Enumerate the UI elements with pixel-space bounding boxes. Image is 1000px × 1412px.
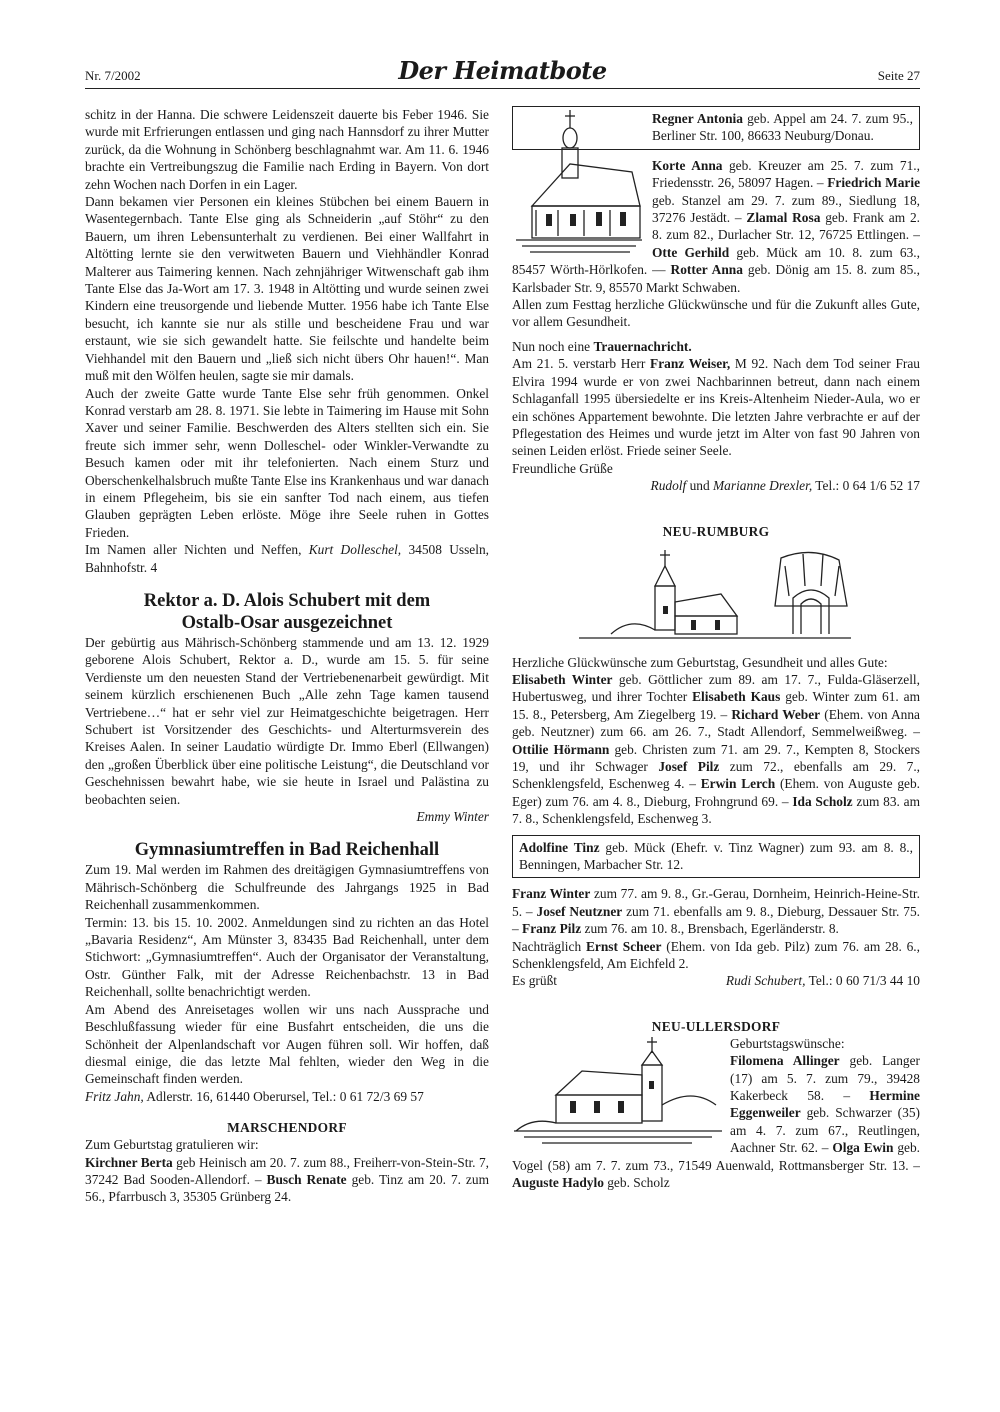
signature-name: Marianne Drexler, — [713, 478, 813, 494]
section-marschendorf: MARSCHENDORF — [227, 1120, 347, 1136]
greeting: Es grüßt — [512, 973, 558, 989]
signature-address: 34508 Usseln, Bahnhofstr. 4 — [85, 542, 489, 575]
signature-name: Fritz Jahn, — [85, 1088, 144, 1104]
person-name: Elisabeth Kaus — [692, 689, 781, 705]
obituary-intro — [512, 338, 920, 355]
late-birthday-prefix: Nachträglich — [512, 938, 586, 954]
person-name: Korte Anna — [652, 157, 723, 173]
birthday-list — [512, 671, 920, 828]
person-details: geb. Schwarzer (35) am 4. 7. zum 67., Reutlingen, Aachner Str. 62. – — [730, 1105, 920, 1156]
section-intro: Herzliche Glückwünsche zum Geburtstag, Gesundheit und alles Gute: — [512, 654, 888, 670]
signature-name: Rudolf — [650, 478, 687, 494]
signature-name: Kurt Dolleschel, — [308, 542, 402, 558]
section-neu-rumburg: NEU-RUMBURG — [662, 523, 770, 539]
person-name: Franz Winter — [512, 886, 591, 902]
person-name: Franz Weiser, — [650, 356, 731, 372]
person-name: Friedrich Marie — [827, 175, 920, 191]
obituary-details: M 92. Nach dem Tod seiner Frau Elvira 1994 wurde er von zwei Nachbarinnen betreut, dann nach einem Schlaganfall 1995 übersiedelte er ins Kreis-Altenheim Nieder-Aula, wo er ein schönes Appartement bewohnte. Die letzten Jahre verbrachte er auf der Pflegestation des Heimes und wurde jetzt im Alter von fast 90 Jahren von seinen Leiden erlöst. Friede seiner Seele. — [512, 356, 920, 459]
person-details: zum 72., ebenfalls am 29. 7., Schenklengsfeld, Eschenweg 4. – — [512, 758, 921, 792]
person-name: Ottilie Hörmann — [512, 741, 610, 757]
right-column — [512, 106, 920, 1192]
headline-line: Rektor a. D. Alois Schubert mit dem — [143, 590, 431, 611]
header-rule — [85, 88, 920, 89]
person-details: geb. Stanzel am 29. 7. zum 89., Siedlung 18, 37276 Jestädt. – — [652, 192, 920, 226]
person-details: geb. Dönig am 15. 8. zum 85., Karlsbader Str. 9, 85570 Markt Schwaben. — [512, 262, 920, 295]
article-paragraph: Dann bekamen vier Personen ein kleines Stübchen bei einem Bauern in Wasentegernbach. Tante Else ging als Schneiderin „auf Stöhr“ zu den Bauern, um ihren Lebensunterhalt zu verdienen. Bei einer Wallfahrt in Altötting lernte sie den verwitweten Bauern und Viehhändler Konrad Malterer aus Taimering kennen. Nach zehnjähriger Witwenschaft gab ihm Tante Else das Ja-Wort am 17. 3. 1948 in Altötting und wurde seinen zwei Kindern eine treusorgende und liebende Mutter. 1956 habe ich Tante Else besucht, ich kannte sie nur als stille und bescheidene Frau und war erstaunt, wie sie sich gewandelt hatte. Sie feilschte und handelte beim Viehhandel mit den Bauern und „ließ sich nicht übers Ohr hauen!“. Man muß mit den Wölfen heulen, sagte sie mir damals. — [85, 194, 489, 384]
ullersdorf-block — [512, 1035, 920, 1192]
person-details: geb. Winter zum 61. am 15. 8., Petersberg, Am Ziegelberg 19. – — [512, 689, 920, 722]
obituary-intro-text: Nun noch eine — [512, 338, 594, 354]
person-name: Josef Pilz — [658, 758, 720, 774]
page-header — [85, 56, 920, 88]
neu-ullersdorf-sketch-image — [512, 1035, 724, 1145]
issue-number: Nr. 7/2002 — [85, 68, 141, 83]
obituary-text — [512, 355, 920, 459]
obituary-prefix: Am 21. 5. verstarb Herr — [512, 356, 651, 372]
person-name: Elisabeth Winter — [512, 671, 613, 687]
highlight-box-tinz — [512, 835, 920, 879]
section-neu-ullersdorf: NEU-ULLERSDORF — [651, 1018, 781, 1034]
person-details: geb. Christen zum 71. am 29. 7., Kempten 8, Stockers 19, und ihr Schwager — [512, 741, 920, 774]
signature-name: Rudi Schubert, — [725, 973, 806, 989]
person-name: Adolfine Tinz — [519, 839, 600, 855]
obituary-label: Trauernachricht. — [593, 338, 692, 354]
person-details: geb. Göttlicher zum 89. am 17. 7., Fulda-Gläserzell, Hubertusweg, und ihrer Tochter — [512, 671, 921, 705]
greeting: Freundliche Grüße — [512, 460, 613, 476]
masthead: Der Heimatbote — [398, 56, 607, 85]
person-name: Richard Weber — [731, 706, 821, 722]
article-paragraph: Am Abend des Anreisetages wollen wir uns nach Aussprache und Beschlußfassung wieder für eine Busfahrt entscheiden, die uns die Schönheit der Alpenlandschaft vor Augen führen soll. Wir hoffen, daß diesmal einige, die das letzte Mal fehlten, wieder den Weg in die Gemeinschaft finden werden. — [85, 1001, 489, 1087]
person-name: Regner Antonia — [652, 111, 743, 126]
article-paragraph: Der gebürtig aus Mährisch-Schönberg stammende und am 13. 12. 1929 geborene Alois Schubert, Rektor a. D., wurde am 15. 5. für seine Verdienste um den neuesten Stand der Vertriebenenarbeit gewürdigt. Mit seinem kürzlich erschienenen Buch „Alle zehn Tage kamen tausend Vertriebene…“ hat er sehr viel zur Heimatgeschichte beigetragen. Herr Schubert ist Vorsitzender des Geschichts- und Alterturmsverein des Kreises Aalen. In seiner Laudatio würdigte Dr. Immo Eberl (Ellwangen) den „großen Überblick über eine politische Leistung“, die Deutschland vor Geschehnissen bewahrt habe, wie sie heute in Israel und Palästina zu beobachten seien. — [85, 634, 489, 807]
person-name: Erwin Lerch — [700, 776, 776, 792]
signature-address: Adlerstr. 16, 61440 Oberursel, Tel.: 0 61 72/3 69 57 — [143, 1088, 424, 1104]
section-intro: Geburtstagswünsche: — [730, 1035, 845, 1051]
headline-schubert — [85, 590, 489, 634]
person-details: geb. Vogel (58) am 7. 7. zum 73., 71549 Auenwald, Rottmansberger Str. 13. – — [512, 1140, 920, 1173]
person-details: geb. Scholz — [603, 1175, 670, 1191]
person-name: Ida Scholz — [792, 793, 853, 809]
page-number: Seite 27 — [877, 68, 920, 83]
birthday-list — [512, 885, 920, 937]
person-details: (Ehem. von Ida geb. Pilz) zum 76. am 28. 6., Schenklengsfeld, Am Eichfeld 2. — [512, 938, 920, 972]
person-details: zum 76. am 10. 8., Brensbach, Egerländerstr. 8. — [581, 921, 839, 937]
person-name: Otte Gerhild — [652, 244, 730, 260]
person-name: Josef Neutzner — [536, 903, 623, 919]
person-name: Auguste Hadylo — [512, 1175, 604, 1191]
person-details: geb. Mück am 10. 8. zum 63., 85457 Wörth-Hörlkofen. — — [512, 244, 920, 278]
signature-prefix: Im Namen aller Nichten und Neffen, — [85, 542, 309, 558]
article-signature — [85, 1088, 489, 1105]
person-name: Olga Ewin — [832, 1140, 894, 1156]
person-name: Filomena Allinger — [730, 1053, 840, 1069]
headline-gymnasium: Gymnasiumtreffen in Bad Reichenhall — [134, 840, 440, 861]
church-block — [512, 106, 920, 296]
article-paragraph: Zum 19. Mal werden im Rahmen des dreitägigen Gymnasiumtreffens von Mährisch-Schönberg die Schulfreunde des Jahrgangs 1925 in Bad Reichenhall zusammenkommen. — [85, 862, 489, 913]
headline-line: Ostalb-Osar ausgezeichnet — [181, 612, 393, 633]
person-details: (Ehem. von Anna geb. Neutzner) zum 66. am 26. 7., Stadt Allendorf, Semmelweißweg. – — [512, 706, 920, 740]
person-details: geb. Kreuzer am 25. 7. zum 71., Friedensstr. 26, 58097 Hagen. – — [652, 157, 920, 191]
person-name: Zlamal Rosa — [746, 210, 821, 226]
article-signature — [512, 972, 920, 989]
church-sketch-image — [512, 106, 646, 256]
article-signature — [512, 477, 920, 494]
person-details: geb. Tinz am 20. 7. zum 56., Pfarrbusch 3, 35305 Grünberg 24. — [85, 1171, 489, 1205]
person-details: geb. Mück (Ehefr. v. Tinz Wagner) zum 93. am 8. 8., Benningen, Marbacher Str. 12. — [519, 839, 914, 872]
person-details: zum 77. am 9. 8., Gr.-Gerau, Dornheim, Heinrich-Heine-Str. 5. – — [512, 886, 920, 919]
signature-phone: Tel.: 0 60 71/3 44 10 — [805, 973, 920, 989]
person-details: geb. Appel am 24. 7. zum 95., Berliner Str. 100, 86633 Neuburg/Donau. — [652, 111, 913, 144]
birthday-list — [85, 1154, 489, 1206]
person-details: geb. Langer (17) am 5. 7. zum 79., 39428 Kakerbeck 58. – — [730, 1053, 920, 1104]
person-details: geb. Frank am 2. 8. zum 82., Durlacher Str. 12, 76725 Ettlingen. – — [652, 210, 920, 243]
person-name: Franz Pilz — [522, 921, 582, 937]
left-column — [85, 106, 489, 1206]
wishes-text: Allen zum Festtag herzliche Glückwünsche und für die Zukunft alles Gute, vor allem Gesundheit. — [512, 297, 920, 330]
person-name: Busch Renate — [266, 1171, 347, 1187]
article-paragraph: schitz in der Hanna. Die schwere Leidenszeit dauerte bis Feber 1946. Sie wurde mit Erfrierungen entlassen und ging nach Hannsdorf zu ihrer Mutter zurück, da die Wohnung in Schönberg beschlagnahmt war. Am 11. 6. 1946 brachte ein Vertreibungszug die Familie nach Erding in Bayern. Von dort zehn Wochen nach Dorfen in ein Lager. — [85, 107, 489, 192]
person-name: Kirchner Berta — [85, 1154, 173, 1170]
person-name: Ernst Scheer — [585, 938, 662, 954]
article-paragraph: Termin: 13. bis 15. 10. 2002. Anmeldungen sind zu richten an das Hotel „Bavaria Residenz“, Am Münster 3, 83435 Bad Reichenhall, unter dem Stichwort: „Gymnasiumtreffen“. Auch der Organisator der Veranstaltung, Ostr. Günther Falk, mit der Adresse Reichenbachstr. 13 in Bad Reichenhall, sollte benachrichtigt werden. — [85, 914, 489, 1000]
person-details: geb Heinisch am 20. 7. zum 88., Freiherr-von-Stein-Str. 7, 37242 Bad Sooden-Allendorf. – — [85, 1154, 489, 1187]
person-name: Rotter Anna — [670, 262, 743, 278]
signature-phone: Tel.: 0 64 1/6 52 17 — [812, 478, 920, 494]
person-details: zum 83. am 7. 8., Schenklengsfeld, Eschenweg 3. — [512, 793, 921, 827]
article-paragraph: Auch der zweite Gatte wurde Tante Else sehr früh genommen. Onkel Konrad verstarb am 28. 8. 1971. Sie lebte in Taimering im Hause mit Sohn Xaver und seiner Familie. Beschwerden des Alters stellten sich ein. Sie freute sich immer sehr, wenn Dolleschel- oder Winkler-Verwandte zu Besuch kamen oder mit ihr telefonierten. Nach einem Sturz und Oberschenkelhalsbruch mußte Tante Else ins Krankenhaus und war danach in einem Pflegeheim, bis sie ein sanfter Tod nach einem, aus tiefen Glauben geprägten Leben erlöste. Möge ihre Seele ruhen in Gottes Frieden. — [85, 385, 489, 540]
section-intro: Zum Geburtstag gratulieren wir: — [85, 1137, 259, 1153]
signature-joiner: und — [686, 478, 714, 494]
article-signature — [85, 541, 489, 576]
person-details: (Ehem. von Auguste geb. Eger) zum 76. am 4. 8., Dieburg, Frohngrund 69. – — [512, 776, 920, 809]
late-birthday — [512, 938, 920, 973]
person-name: Hermine Eggenweiler — [730, 1088, 920, 1121]
article-author: Emmy Winter — [416, 809, 489, 825]
person-details: zum 71. ebenfalls am 9. 8., Dieburg, Dessauer Str. 75. – — [512, 903, 920, 937]
neu-rumburg-sketch-image — [571, 546, 861, 646]
signature-block — [726, 972, 920, 989]
